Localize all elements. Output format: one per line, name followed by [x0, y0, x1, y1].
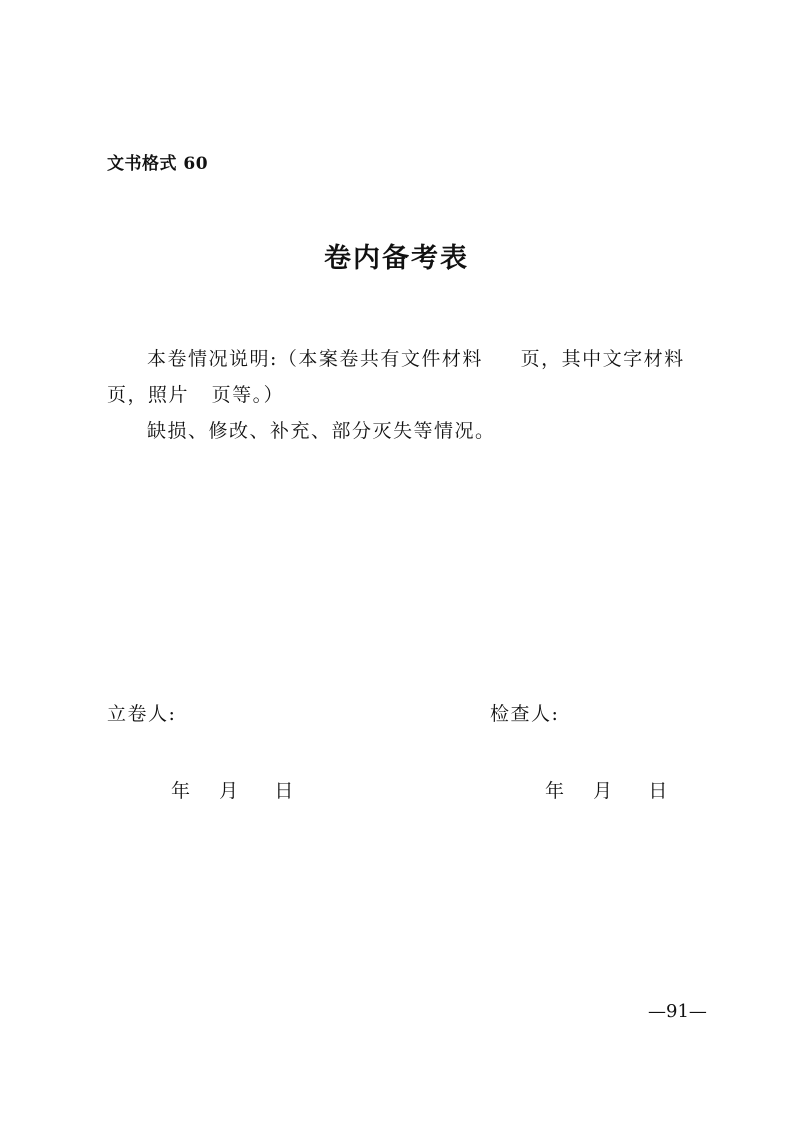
checker-label: 检查人: — [490, 703, 560, 725]
page-number: —91— — [648, 1001, 707, 1022]
filer-date: 年 月 日 — [171, 780, 295, 802]
filer-label: 立卷人: — [107, 703, 177, 725]
body-text — [107, 341, 723, 449]
case-description-paragraph: 本卷情况说明:（本案卷共有文件材料 页，其中文字材料 页，照片 页等。） — [107, 348, 723, 406]
checker-date: 年 月 日 — [545, 780, 669, 802]
format-label: 文书格式 60 — [107, 154, 209, 174]
damage-notes-paragraph: 缺损、修改、补充、部分灭失等情况。 — [147, 420, 496, 442]
page-title: 卷内备考表 — [324, 243, 469, 274]
